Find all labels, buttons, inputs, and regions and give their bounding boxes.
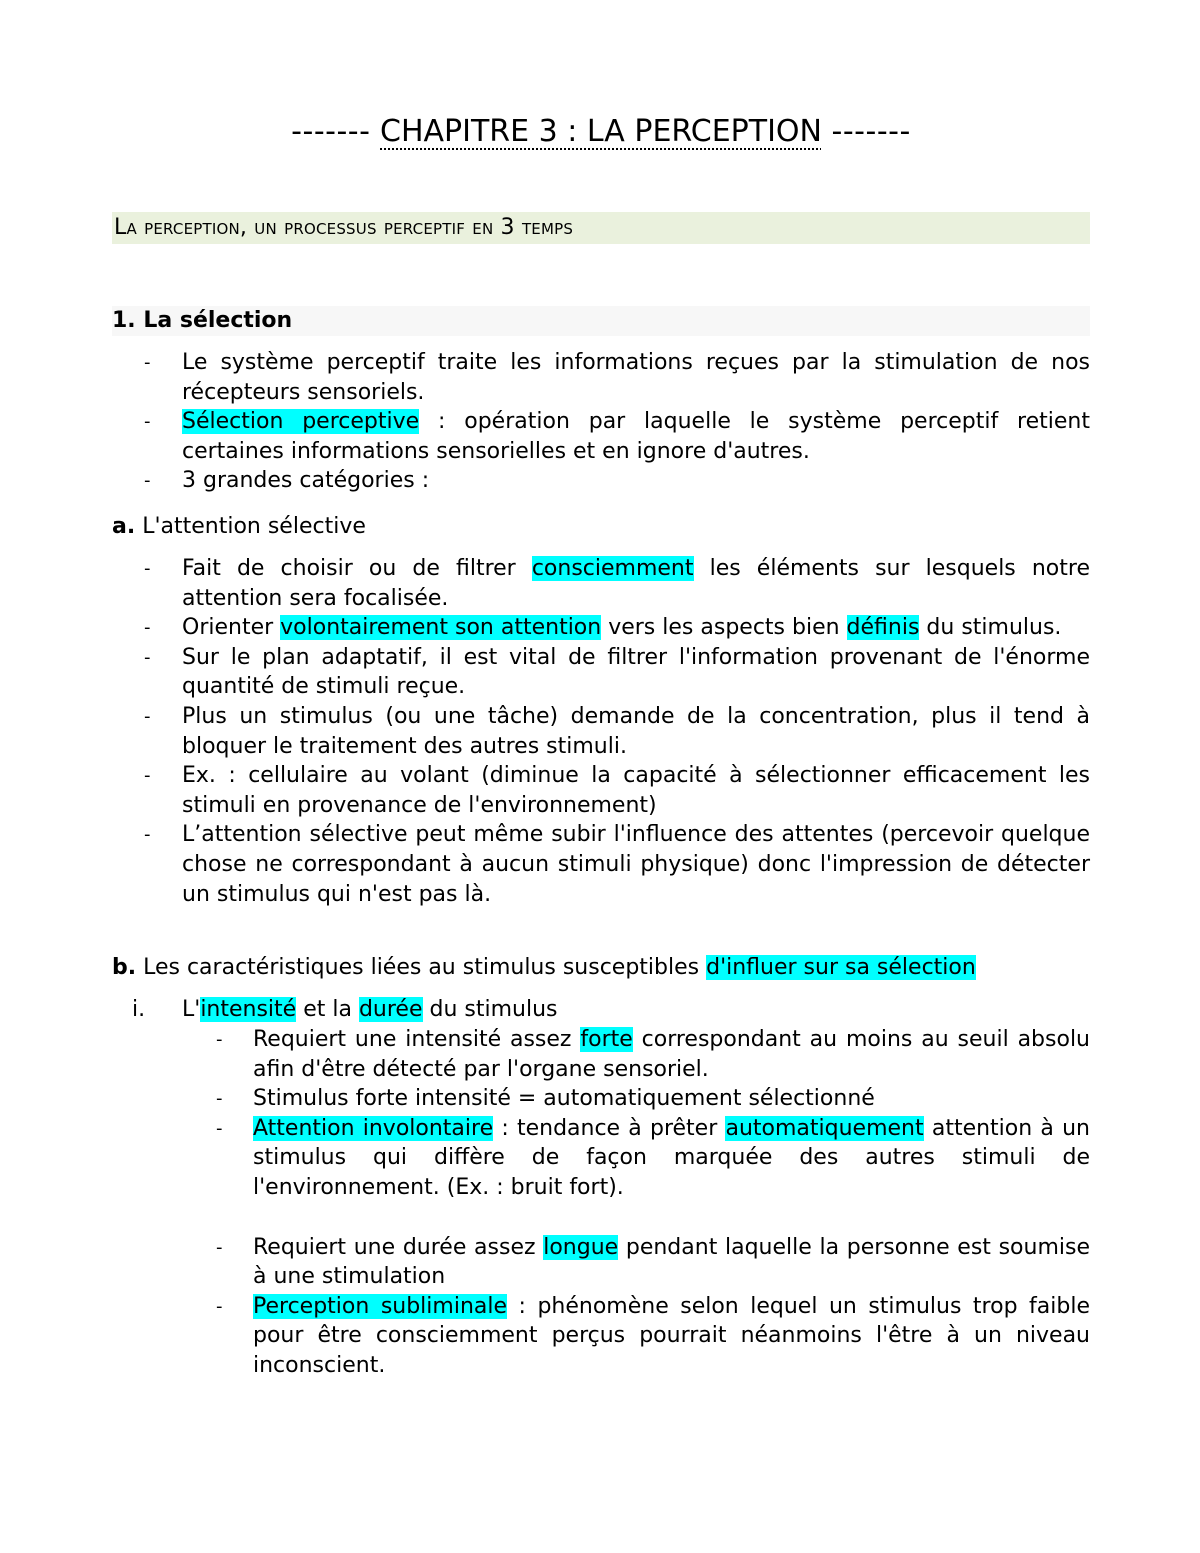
- list-duration: [112, 1233, 1090, 1381]
- heading-selection: 1. La sélection: [112, 306, 1090, 336]
- list-item: [112, 761, 1090, 820]
- list-item: [112, 820, 1090, 909]
- page-title: [112, 110, 1090, 154]
- list-item: [112, 1084, 1090, 1114]
- document-body: [112, 110, 1090, 1381]
- list-item: [112, 1233, 1090, 1292]
- list-item: [112, 348, 1090, 407]
- list-item: [112, 1114, 1090, 1203]
- highlight: consciemment: [531, 555, 694, 581]
- item-text: du stimulus.: [919, 615, 1062, 641]
- item-text: Requiert une intensité assez: [253, 1027, 581, 1053]
- item-text: Stimulus forte intensité = automatiquement sélectionné: [253, 1086, 875, 1112]
- list-selection: [112, 348, 1090, 496]
- roman-numeral: i.: [132, 997, 146, 1023]
- highlight: forte: [580, 1027, 633, 1053]
- item-text: vers les aspects bien: [601, 615, 847, 641]
- list-attention: [112, 554, 1090, 909]
- item-text: Ex. : cellulaire au volant (diminue la capacité à sélectionner efficacement les stimuli en provenance de l'environnement): [182, 763, 1090, 818]
- title-text: CHAPITRE 3 : LA PERCEPTION: [380, 114, 822, 149]
- list-intensity: [112, 1025, 1090, 1203]
- section-heading: La perception, un processus perceptif en 3 temps: [112, 212, 1090, 244]
- list-item: [112, 466, 1090, 496]
- sub-letter: b.: [112, 955, 137, 981]
- item-text: les éléments sur lesquels notre attention sera focalisée.: [182, 555, 1090, 611]
- item-text: Le système perceptif traite les informations reçues par la stimulation de nos récepteurs sensoriels.: [182, 350, 1090, 405]
- highlight: volontairement son attention: [280, 615, 602, 641]
- highlight: durée: [358, 997, 423, 1023]
- highlight: automatiquement: [725, 1115, 924, 1141]
- item-text: pendant laquelle la personne est soumise à une stimulation: [253, 1234, 1091, 1290]
- item-text: Orienter: [182, 615, 281, 641]
- list-item: [112, 613, 1090, 643]
- item-text: L’attention sélective peut même subir l'influence des attentes (percevoir quelque chose ne correspondant à aucun stimuli physique) donc l'impression de détecter un stimulus qui n'est pas là.: [182, 822, 1090, 907]
- sub-text: L'attention sélective: [135, 513, 366, 539]
- list-item: [112, 554, 1090, 613]
- highlight: Perception subliminale: [253, 1293, 508, 1319]
- item-text: : tendance à prêter: [493, 1115, 726, 1141]
- list-item: [112, 1292, 1090, 1381]
- item-text: 3 grandes catégories :: [182, 468, 430, 494]
- highlight: intensité: [200, 997, 297, 1023]
- item-text: et la: [296, 997, 359, 1023]
- item-text: attention à un stimulus qui diffère de façon marquée des autres stimuli de l'environnement. (Ex. : bruit fort).: [253, 1115, 1090, 1201]
- highlight: définis: [846, 615, 920, 641]
- title-dashes-left: -------: [291, 114, 371, 149]
- highlight: d'influer sur sa sélection: [706, 955, 976, 981]
- item-text: Requiert une durée assez: [253, 1234, 544, 1260]
- item-text: : opération par laquelle le système perceptif retient certaines informations sensorielles et en ignore d'autres.: [182, 409, 1090, 464]
- highlight: Attention involontaire: [253, 1115, 494, 1141]
- list-item: [112, 702, 1090, 761]
- list-item: [112, 407, 1090, 466]
- sub-letter: a.: [112, 513, 136, 539]
- subheading-attention: [112, 512, 1090, 542]
- highlight: Sélection perceptive: [182, 409, 420, 435]
- item-text: correspondant au moins au seuil absolu afin d'être détecté par l'organe sensoriel.: [253, 1027, 1091, 1082]
- sub-text: Les caractéristiques liées au stimulus susceptibles: [136, 955, 707, 981]
- item-text: Fait de choisir ou de filtrer: [182, 555, 532, 581]
- item-text: du stimulus: [422, 997, 558, 1023]
- item-text: Sur le plan adaptatif, il est vital de filtrer l'information provenant de l'énorme quantité de stimuli reçue.: [182, 644, 1090, 700]
- item-text: : phénomène selon lequel un stimulus trop faible pour être consciemment perçus pourrait néanmoins l'être à un niveau inconscient.: [253, 1293, 1090, 1379]
- list-item: [112, 1025, 1090, 1084]
- list-item: [112, 643, 1090, 702]
- item-text: Plus un stimulus (ou une tâche) demande de la concentration, plus il tend à bloquer le traitement des autres stimuli.: [182, 703, 1090, 759]
- item-text: L': [182, 997, 201, 1023]
- title-dashes-right: -------: [831, 114, 911, 149]
- roman-item-intensity: [112, 995, 1090, 1025]
- subheading-characteristics: [112, 953, 1090, 983]
- highlight: longue: [543, 1234, 619, 1260]
